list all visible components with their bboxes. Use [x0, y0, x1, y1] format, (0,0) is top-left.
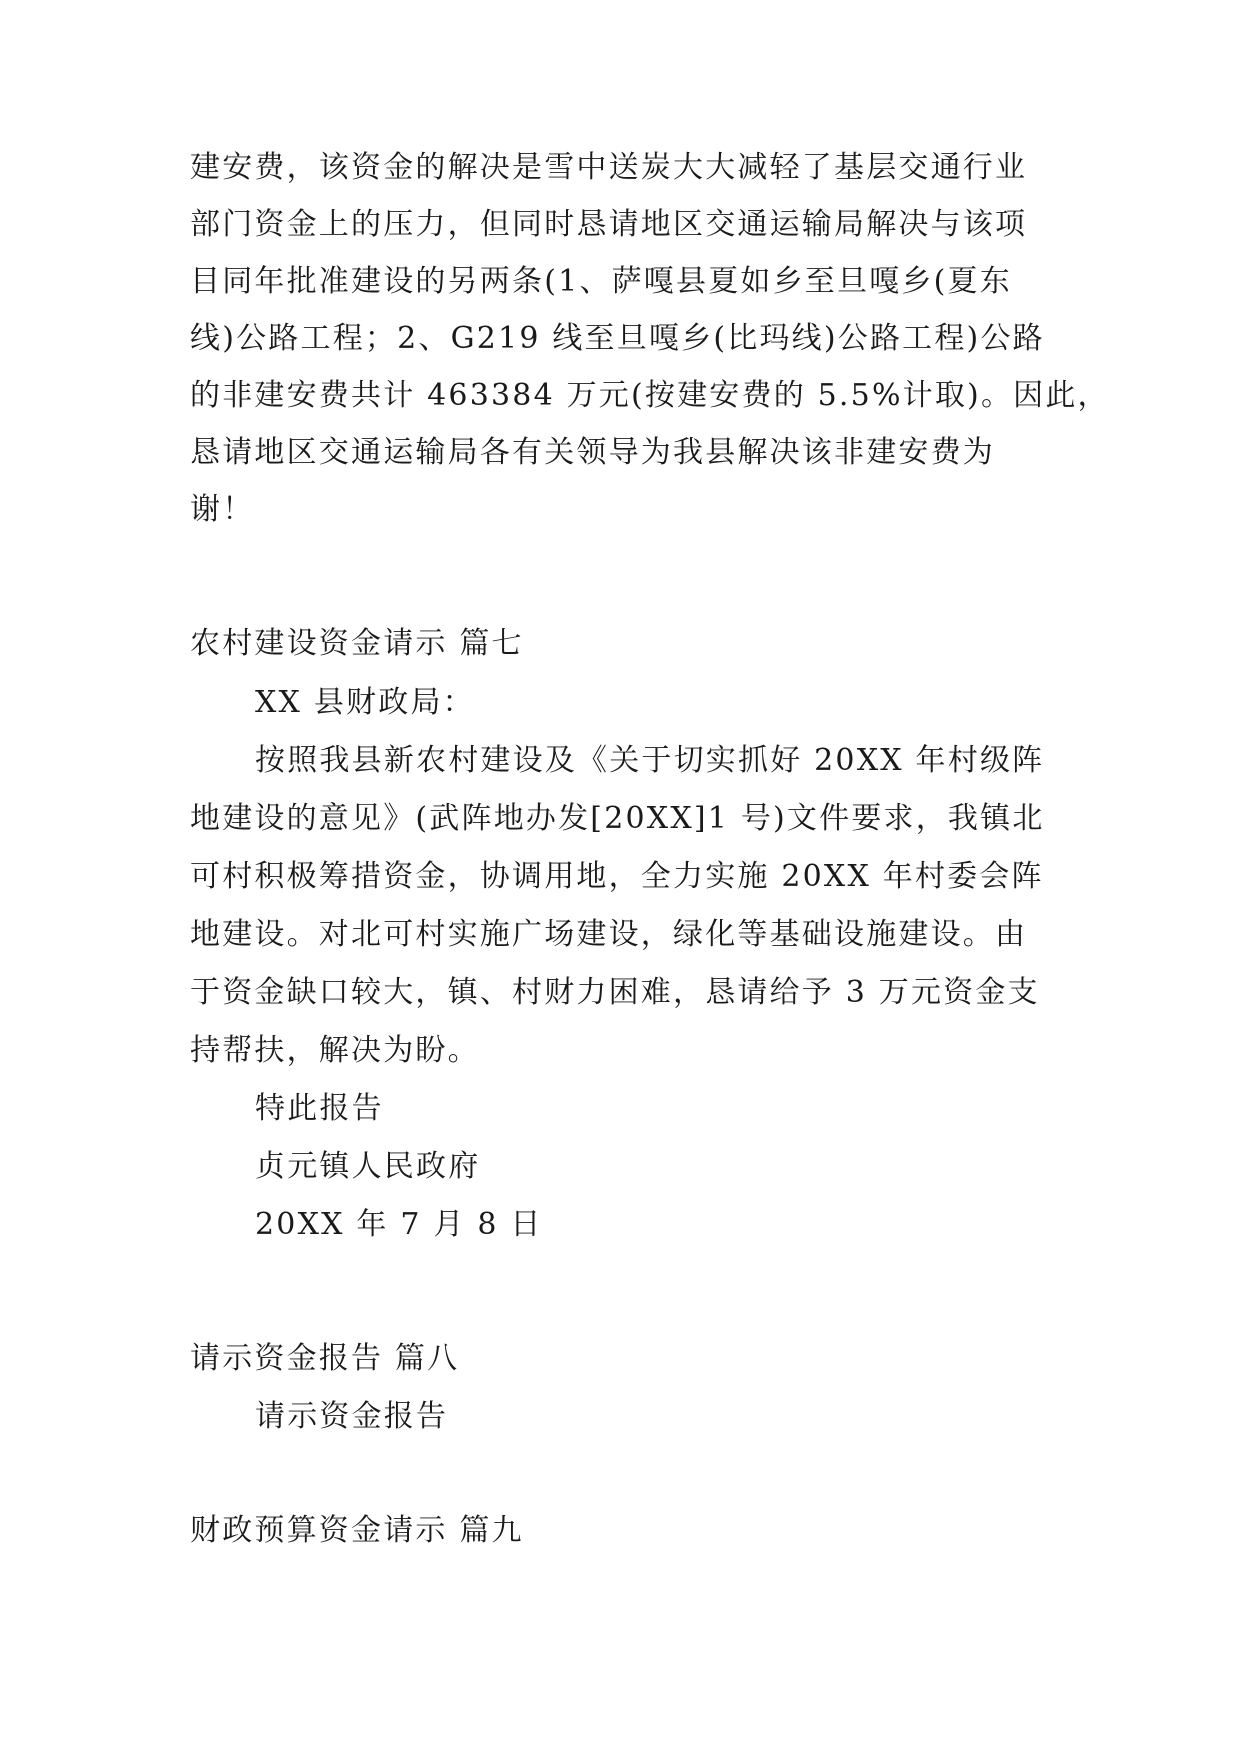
body-line: 按照我县新农村建设及《关于切实抓好 20XX 年村级阵 — [255, 743, 1045, 778]
paragraph-line: 目同年批准建设的另两条(1、萨嘎县夏如乡至旦嘎乡(夏东 — [190, 264, 1012, 299]
paragraph-line: 部门资金上的压力，但同时恳请地区交通运输局解决与该项 — [190, 207, 1028, 242]
body-line: 地建设。对北可村实施广场建设，绿化等基础设施建设。由 — [190, 917, 1028, 952]
paragraph-line: 的非建安费共计 463384 万元(按建安费的 5.5%计取)。因此， — [190, 378, 1110, 413]
paragraph-line: 建安费，该资金的解决是雪中送炭大大减轻了基层交通行业 — [190, 150, 1028, 185]
paragraph-line: 线)公路工程；2、G219 线至旦嘎乡(比玛线)公路工程)公路 — [190, 321, 1045, 356]
body-line: 持帮扶，解决为盼。 — [190, 1033, 480, 1068]
body-line: 可村积极筹措资金，协调用地，全力实施 20XX 年村委会阵 — [190, 859, 1044, 894]
paragraph-line: 恳请地区交通运输局各有关领导为我县解决该非建安费为 — [190, 435, 995, 470]
body-line: 于资金缺口较大，镇、村财力困难，恳请给予 3 万元资金支 — [190, 975, 1040, 1010]
closing-text: 特此报告 — [255, 1091, 384, 1126]
body-line: 地建设的意见》(武阵地办发[20XX]1 号)文件要求，我镇北 — [190, 801, 1045, 836]
section-subtitle-8: 请示资金报告 — [255, 1399, 449, 1434]
section-heading-7: 农村建设资金请示 篇七 — [190, 626, 524, 661]
paragraph-line: 谢！ — [190, 492, 255, 527]
section-heading-9: 财政预算资金请示 篇九 — [190, 1513, 524, 1548]
addressee: XX 县财政局： — [255, 685, 475, 720]
signatory: 贞元镇人民政府 — [255, 1149, 481, 1184]
document-date: 20XX 年 7 月 8 日 — [255, 1207, 543, 1242]
section-heading-8: 请示资金报告 篇八 — [190, 1341, 460, 1376]
